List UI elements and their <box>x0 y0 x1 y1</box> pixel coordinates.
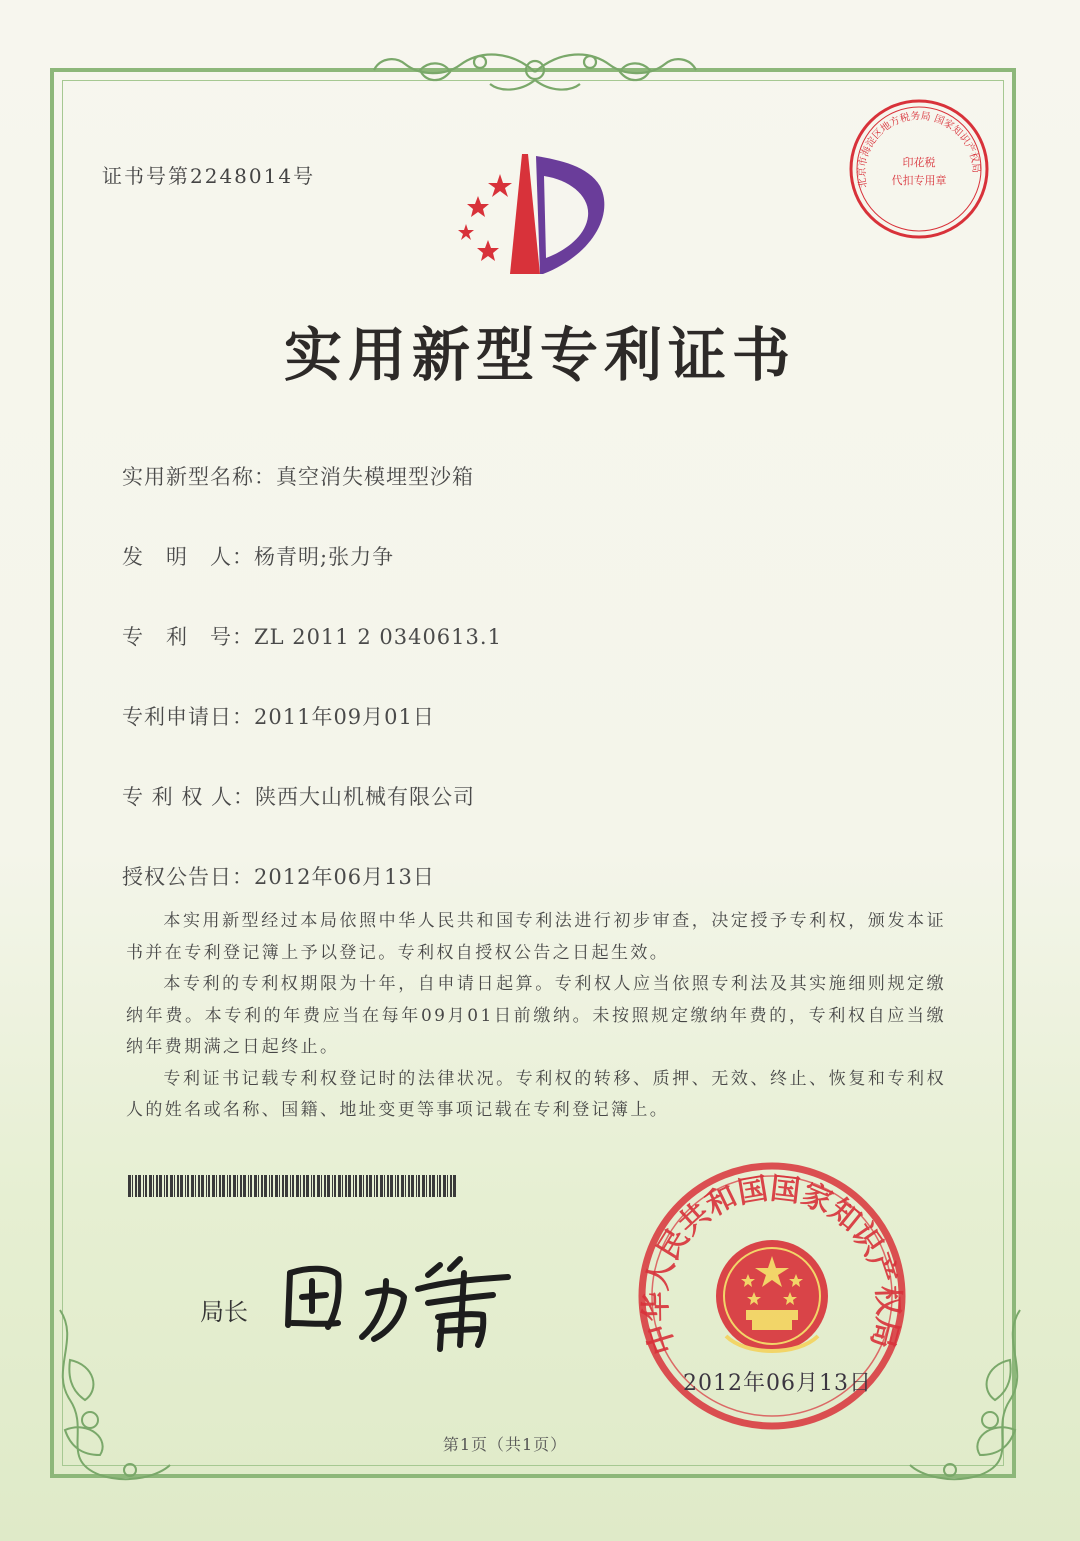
national-emblem-icon <box>716 1240 828 1352</box>
barcode-bar <box>177 1175 179 1197</box>
barcode-bar <box>303 1175 305 1197</box>
barcode-bar <box>426 1175 427 1197</box>
barcode-bar <box>408 1175 410 1197</box>
top-ornament <box>360 40 710 100</box>
barcode-bar <box>296 1175 299 1197</box>
patentee-label: 专 利 权 人： <box>122 785 256 809</box>
barcode-bar <box>198 1175 200 1197</box>
bottom-left-ornament <box>40 1300 180 1490</box>
barcode-bar <box>311 1175 312 1197</box>
barcode-bar <box>306 1175 309 1197</box>
barcode-bar <box>191 1175 194 1197</box>
barcode-bar <box>170 1175 173 1197</box>
barcode-bar <box>317 1175 320 1197</box>
barcode-bar <box>185 1175 186 1197</box>
barcode-bar <box>380 1175 383 1197</box>
barcode-bar <box>227 1175 228 1197</box>
barcode-bar <box>453 1175 456 1197</box>
barcode-bar <box>418 1175 420 1197</box>
barcode-bar <box>321 1175 322 1197</box>
barcode-bar <box>135 1175 137 1197</box>
barcode-bar <box>145 1175 147 1197</box>
barcode-bar <box>254 1175 257 1197</box>
barcode-bar <box>359 1175 362 1197</box>
tax-seal-ring-text: 北京市海淀区地方税务局 国家知识产权局 <box>856 111 982 189</box>
barcode-bar <box>369 1175 372 1197</box>
barcode-bar <box>387 1175 389 1197</box>
barcode-bar <box>143 1175 144 1197</box>
barcode-bar <box>132 1175 133 1197</box>
barcode-bar <box>338 1175 341 1197</box>
barcode-bar <box>327 1175 330 1197</box>
barcode-bar <box>376 1175 378 1197</box>
barcode-bar <box>342 1175 343 1197</box>
grant-date-label: 授权公告日： <box>122 865 254 889</box>
barcode-bar <box>279 1175 280 1197</box>
barcode-bar <box>450 1175 452 1197</box>
barcode-bar <box>201 1175 204 1197</box>
barcode-bar <box>240 1175 242 1197</box>
barcode-bar <box>324 1175 326 1197</box>
seal-ring-text: 中华人民共和国国家知识产权局 <box>638 1171 906 1359</box>
barcode-bar <box>159 1175 162 1197</box>
field-inventor <box>122 541 394 571</box>
tax-stamp-seal <box>846 96 992 242</box>
barcode-bar <box>345 1175 347 1197</box>
body-paragraph-2: 本专利的专利权期限为十年，自申请日起算。专利权人应当依照专利法及其实施细则规定缴纳年费。本专利的年费应当在每年09月01日前缴纳。未按照规定缴纳年费的，专利权自应当缴纳年费期满之日起终止。 <box>126 974 946 1057</box>
patent-number-value: ZL 2011 2 0340613.1 <box>254 625 502 649</box>
barcode-bar <box>248 1175 249 1197</box>
inventor-label: 发 明 人： <box>122 545 254 569</box>
barcode-bar <box>275 1175 278 1197</box>
barcode-bar <box>208 1175 210 1197</box>
barcode-bar <box>128 1175 131 1197</box>
barcode-bar <box>397 1175 399 1197</box>
director-signature <box>278 1245 518 1355</box>
barcode-bar <box>258 1175 259 1197</box>
barcode-bar <box>416 1175 417 1197</box>
barcode-bar <box>432 1175 435 1197</box>
barcode-bar <box>390 1175 393 1197</box>
barcode-bar <box>166 1175 168 1197</box>
barcode-bar <box>285 1175 288 1197</box>
barcode-bar <box>405 1175 406 1197</box>
field-grant-date <box>122 861 435 891</box>
barcode-bar <box>443 1175 446 1197</box>
body-paragraph-3: 专利证书记载专利权登记时的法律状况。专利权的转移、质押、无效、终止、恢复和专利权人的姓名或名称、国籍、地址变更等事项记载在专利登记簿上。 <box>126 1068 946 1120</box>
director-label: 局长 <box>200 1298 248 1326</box>
certificate-body-text <box>126 906 946 1127</box>
field-utility-model-name <box>122 461 474 491</box>
barcode-bar <box>374 1175 375 1197</box>
barcode-bar <box>411 1175 414 1197</box>
barcode-bar <box>401 1175 404 1197</box>
barcode-bar <box>174 1175 175 1197</box>
barcode-bar <box>222 1175 225 1197</box>
name-value: 真空消失模埋型沙箱 <box>276 465 474 489</box>
bottom-right-ornament <box>900 1300 1040 1490</box>
field-patent-number <box>122 621 502 651</box>
barcode-bar <box>271 1175 273 1197</box>
barcode-bar <box>348 1175 351 1197</box>
barcode-bar <box>334 1175 336 1197</box>
barcode-bar <box>149 1175 152 1197</box>
barcode-bar <box>261 1175 263 1197</box>
barcode-bar <box>384 1175 385 1197</box>
filing-date-label: 专利申请日： <box>122 705 254 729</box>
barcode <box>128 1175 458 1197</box>
barcode-bar <box>447 1175 448 1197</box>
grant-date-value: 2012年06月13日 <box>254 865 435 889</box>
body-paragraph-1: 本实用新型经过本局依照中华人民共和国专利法进行初步审查，决定授予专利权，颁发本证书并在专利登记簿上予以登记。专利权自授权公告之日起生效。 <box>126 911 946 963</box>
tax-seal-center-text-1: 印花税 <box>902 156 936 169</box>
seal-date: 2012年06月13日 <box>683 1371 872 1396</box>
barcode-bar <box>366 1175 368 1197</box>
filing-date-value: 2011年09月01日 <box>254 705 435 729</box>
barcode-bar <box>422 1175 425 1197</box>
patent-number-label: 专 利 号： <box>122 625 254 649</box>
barcode-bar <box>332 1175 333 1197</box>
barcode-bar <box>219 1175 221 1197</box>
page-number: 第1页（共1页） <box>442 1435 568 1454</box>
barcode-bar <box>300 1175 301 1197</box>
inventor-value: 杨青明;张力争 <box>254 545 395 569</box>
barcode-bar <box>233 1175 236 1197</box>
barcode-bar <box>395 1175 396 1197</box>
barcode-bar <box>363 1175 364 1197</box>
certificate-title: 实用新型专利证书 <box>283 321 796 389</box>
field-patentee <box>122 781 475 811</box>
barcode-bar <box>138 1175 141 1197</box>
barcode-bar <box>264 1175 267 1197</box>
barcode-bar <box>313 1175 315 1197</box>
barcode-bar <box>164 1175 165 1197</box>
barcode-bar <box>195 1175 196 1197</box>
field-filing-date <box>122 701 435 731</box>
barcode-bar <box>250 1175 252 1197</box>
patent-office-logo <box>440 146 620 286</box>
barcode-bar <box>292 1175 294 1197</box>
barcode-bar <box>216 1175 217 1197</box>
barcode-bar <box>353 1175 354 1197</box>
barcode-bar <box>243 1175 246 1197</box>
certificate-number: 证书号第2248014号 <box>102 164 316 188</box>
patentee-value: 陕西大山机械有限公司 <box>255 785 476 809</box>
barcode-bar <box>229 1175 231 1197</box>
barcode-bar <box>156 1175 158 1197</box>
barcode-bar <box>180 1175 183 1197</box>
barcode-bar <box>290 1175 291 1197</box>
barcode-bar <box>206 1175 207 1197</box>
barcode-bar <box>429 1175 431 1197</box>
name-label: 实用新型名称： <box>122 465 276 489</box>
barcode-bar <box>439 1175 441 1197</box>
barcode-bar <box>269 1175 270 1197</box>
barcode-bar <box>212 1175 215 1197</box>
barcode-bar <box>187 1175 189 1197</box>
barcode-bar <box>355 1175 357 1197</box>
barcode-bar <box>237 1175 238 1197</box>
barcode-bar <box>437 1175 438 1197</box>
tax-seal-center-text-2: 代扣专用章 <box>891 174 947 187</box>
barcode-bar <box>282 1175 284 1197</box>
barcode-bar <box>153 1175 154 1197</box>
